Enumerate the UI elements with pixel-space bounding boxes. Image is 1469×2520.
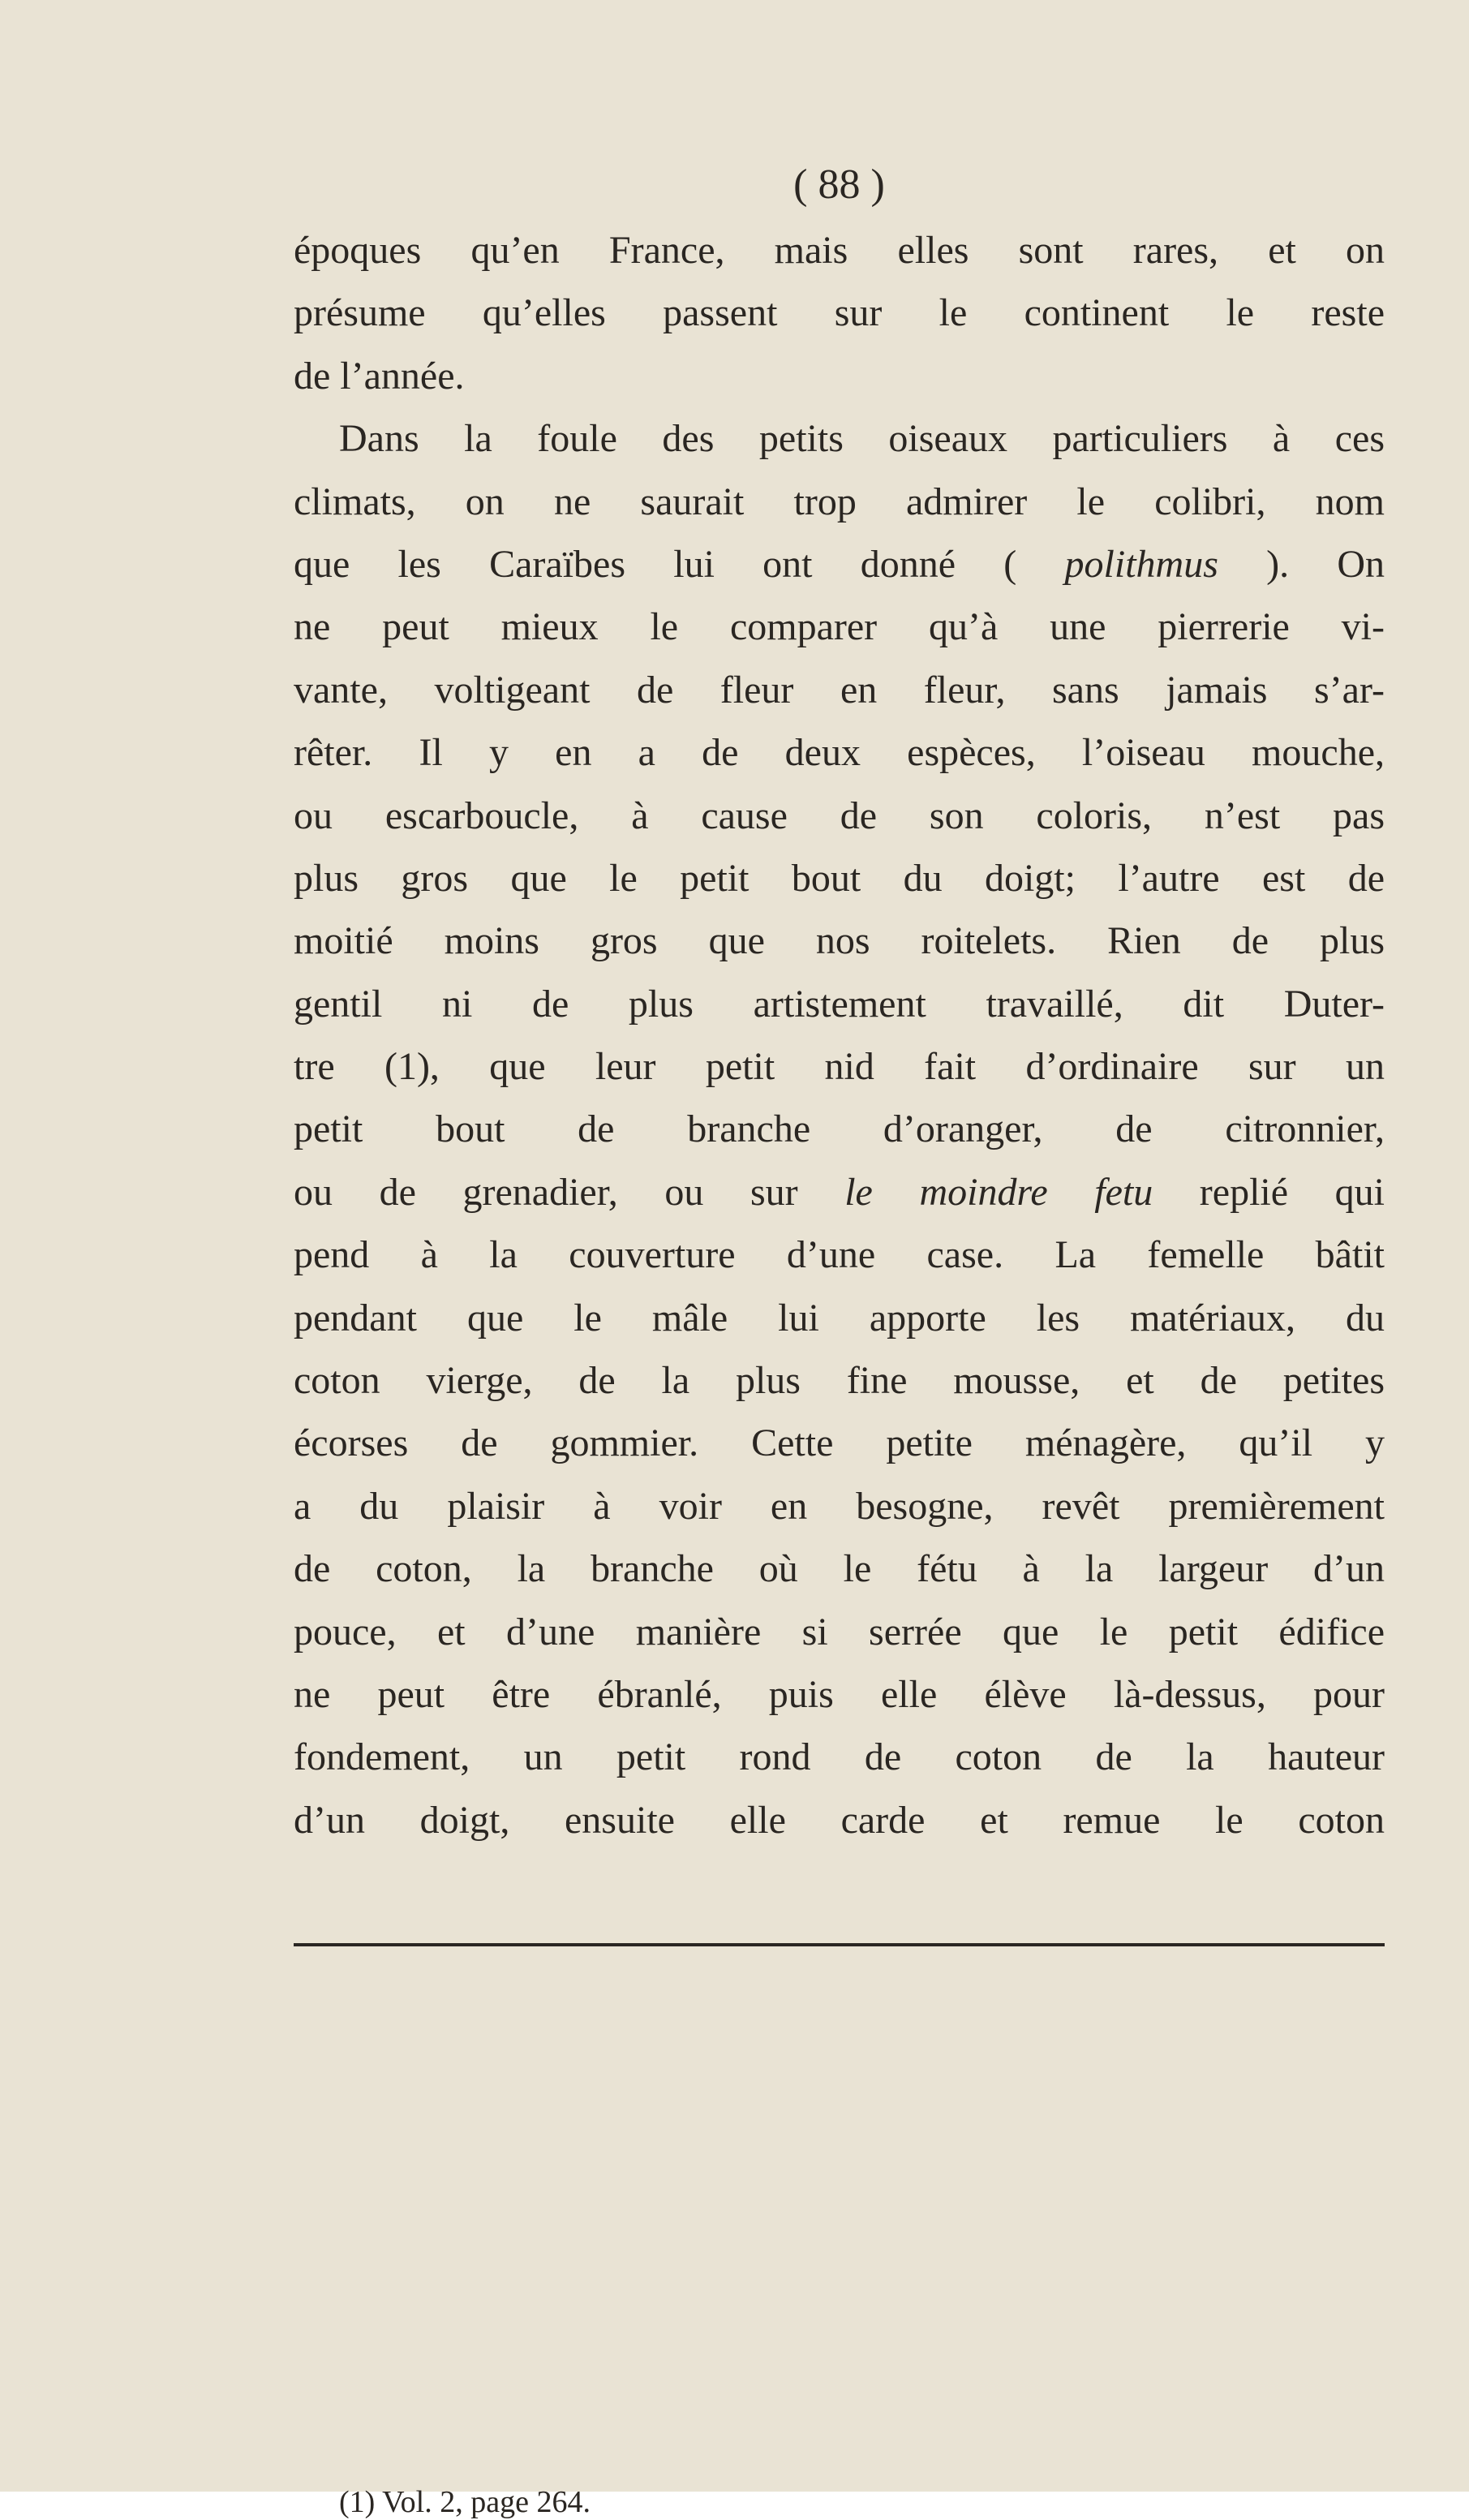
text-line	[294, 1601, 1385, 1663]
text-line	[294, 785, 1385, 847]
italic-text: polithmus	[1064, 542, 1218, 586]
text-line	[294, 1349, 1385, 1412]
text-segment: coton vierge, de la plus fine mousse, et de petites	[294, 1359, 1385, 1403]
text-segment: ne peut mieux le comparer qu’à une pierrerie vi-	[294, 605, 1385, 649]
text-line	[294, 847, 1385, 910]
text-segment: petit bout de branche d’oranger, de citronnier,	[294, 1107, 1385, 1151]
text-segment: Dans la foule des petits oiseaux particuliers à ces	[339, 417, 1385, 461]
text-segment: écorses de gommier. Cette petite ménagère, qu’il y	[294, 1421, 1385, 1465]
text-segment: tre (1), que leur petit nid fait d’ordinaire sur un	[294, 1045, 1385, 1089]
text-line	[294, 471, 1385, 533]
text-line	[294, 1098, 1385, 1160]
text-line	[294, 910, 1385, 972]
text-segment: rêter. Il y en a de deux espèces, l’oiseau mouche,	[294, 731, 1385, 775]
text-line	[294, 407, 1385, 470]
text-segment: époques qu’en France, mais elles sont rares, et on	[294, 229, 1385, 272]
text-line	[294, 345, 1385, 407]
text-line	[294, 1223, 1385, 1286]
text-segment: présume qu’elles passent sur le continent le reste	[294, 291, 1385, 335]
text-segment: ). On	[1218, 542, 1385, 586]
text-segment: gentil ni de plus artistement travaillé, dit Duter-	[294, 982, 1385, 1026]
text-line	[294, 1789, 1385, 1851]
text-segment: de coton, la branche où le fétu à la largeur d’un	[294, 1547, 1385, 1591]
text-line	[294, 659, 1385, 721]
text-segment: ou escarboucle, à cause de son coloris, n’est pas	[294, 793, 1385, 837]
text-segment: plus gros que le petit bout du doigt; l’autre est de	[294, 856, 1385, 900]
text-line	[294, 219, 1385, 282]
text-segment: pouce, et d’une manière si serrée que le petit édifice	[294, 1610, 1385, 1653]
text-segment: vante, voltigeant de fleur en fleur, sans jamais s’ar-	[294, 668, 1385, 712]
text-segment: pend à la couverture d’une case. La femelle bâtit	[294, 1233, 1385, 1277]
text-segment: que les Caraïbes lui ont donné (	[294, 542, 1065, 586]
text-segment: replié qui	[1153, 1170, 1385, 1214]
text-line	[294, 282, 1385, 344]
body-text	[294, 219, 1385, 1851]
text-segment: climats, on ne saurait trop admirer le colibri, nom	[294, 479, 1385, 523]
footnote-rule	[294, 1943, 1385, 1946]
page-number: ( 88 )	[793, 161, 885, 208]
text-line	[294, 1412, 1385, 1474]
text-line	[294, 973, 1385, 1035]
italic-text: le moindre fetu	[844, 1170, 1153, 1214]
text-segment: pendant que le mâle lui apporte les matériaux, du	[294, 1296, 1385, 1340]
text-segment: moitié moins gros que nos roitelets. Rien de plus	[294, 919, 1385, 963]
text-line	[294, 1287, 1385, 1349]
text-line	[294, 721, 1385, 784]
footnote: (1) Vol. 2, page 264.	[339, 2485, 591, 2519]
text-segment: fondement, un petit rond de coton de la hauteur	[294, 1735, 1385, 1779]
text-segment: ne peut être ébranlé, puis elle élève là-dessus, pour	[294, 1672, 1385, 1716]
text-segment: ou de grenadier, ou sur	[294, 1170, 845, 1214]
text-line	[294, 596, 1385, 658]
text-block	[294, 162, 1385, 1851]
text-segment: a du plaisir à voir en besogne, revêt premièrement	[294, 1484, 1385, 1528]
text-segment: de l’année.	[294, 354, 465, 398]
text-line	[294, 1475, 1385, 1537]
text-line	[294, 1663, 1385, 1726]
text-segment: d’un doigt, ensuite elle carde et remue le coton	[294, 1798, 1385, 1842]
text-line	[294, 1726, 1385, 1788]
text-line	[294, 1161, 1385, 1223]
text-line	[294, 1537, 1385, 1600]
text-line	[294, 533, 1385, 596]
text-line	[294, 1035, 1385, 1098]
